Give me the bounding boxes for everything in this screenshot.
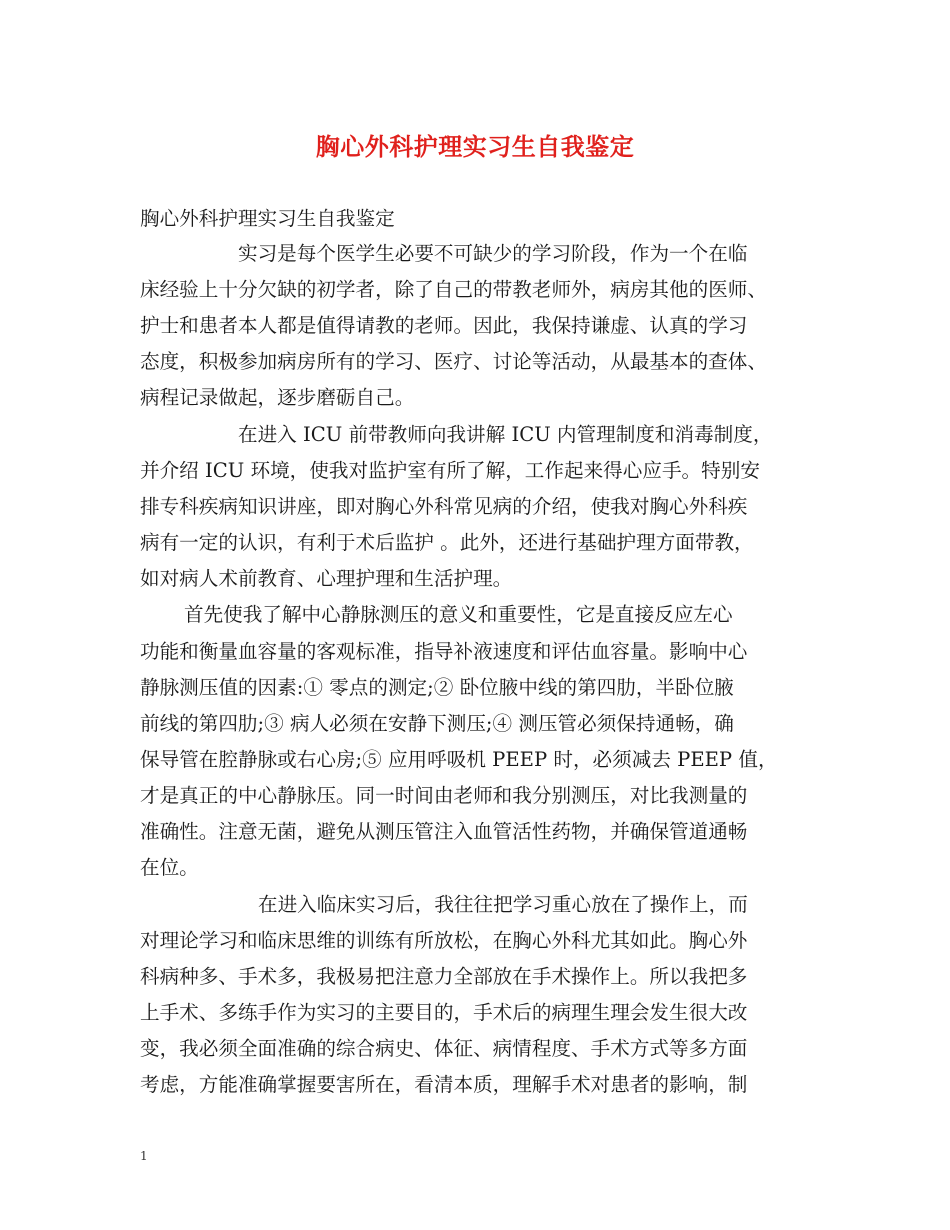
- text-line: 在位。: [140, 856, 199, 879]
- text-line: 实习是每个医学生必要不可缺少的学习阶段，作为一个在临: [238, 242, 748, 265]
- text-line: 在进入 ICU 前带教师向我讲解 ICU 内管理制度和消毒制度，: [238, 423, 773, 446]
- text-line: 静脉测压值的因素:① 零点的测定;② 卧位腋中线的第四肋，半卧位腋: [140, 676, 734, 699]
- page-title: 胸心外科护理实习生自我鉴定: [315, 132, 635, 161]
- text-line: 变，我必须全面准确的综合病史、体征、病情程度、手术方式等多方面: [140, 1037, 748, 1060]
- text-line: 护士和患者本人都是值得请教的老师。因此，我保持谦虚、认真的学习: [140, 314, 748, 337]
- text-line: 并介绍 ICU 环境，使我对监护室有所了解，工作起来得心应手。特别安: [140, 459, 760, 482]
- text-line: 上手术、多练手作为实习的主要目的，手术后的病理生理会发生很大改: [140, 1001, 748, 1024]
- page-number: 1: [140, 1149, 148, 1163]
- text-line: 保导管在腔静脉或右心房;⑤ 应用呼吸机 PEEP 时，必须减去 PEEP 值，: [140, 748, 778, 771]
- text-line: 准确性。注意无菌，避免从测压管注入血管活性药物，并确保管道通畅: [140, 820, 748, 843]
- text-line: 科病种多、手术多，我极易把注意力全部放在手术操作上。所以我把多: [140, 965, 748, 988]
- text-line: 病程记录做起，逐步磨砺自己。: [140, 386, 415, 409]
- text-line: 才是真正的中心静脉压。同一时间由老师和我分别测压，对比我测量的: [140, 784, 748, 807]
- text-line: 首先使我了解中心静脉测压的意义和重要性，它是直接反应左心: [184, 603, 733, 626]
- text-line: 功能和衡量血容量的客观标准，指导补液速度和评估血容量。影响中心: [140, 640, 748, 663]
- text-line: 如对病人术前教育、心理护理和生活护理。: [140, 567, 513, 590]
- text-line: 对理论学习和临床思维的训练有所放松，在胸心外科尤其如此。胸心外: [140, 929, 748, 952]
- text-line: 床经验上十分欠缺的初学者，除了自己的带教老师外，病房其他的医师、: [140, 278, 767, 301]
- text-line: 前线的第四肋;③ 病人必须在安静下测压;④ 测压管必须保持通畅，确: [140, 712, 734, 735]
- text-line: 态度，积极参加病房所有的学习、医疗、讨论等活动，从最基本的查体、: [140, 350, 767, 373]
- text-line: 排专科疾病知识讲座，即对胸心外科常见病的介绍，使我对胸心外科疾: [140, 495, 748, 518]
- text-line: 胸心外科护理实习生自我鉴定: [140, 207, 395, 230]
- text-line: 考虑，方能准确掌握要害所在，看清本质，理解手术对患者的影响，制: [140, 1073, 748, 1096]
- text-line: 病有一定的认识，有利于术后监护 。此外，还进行基础护理方面带教，: [140, 531, 754, 554]
- text-line: 在进入临床实习后，我往往把学习重心放在了操作上，而: [258, 893, 748, 916]
